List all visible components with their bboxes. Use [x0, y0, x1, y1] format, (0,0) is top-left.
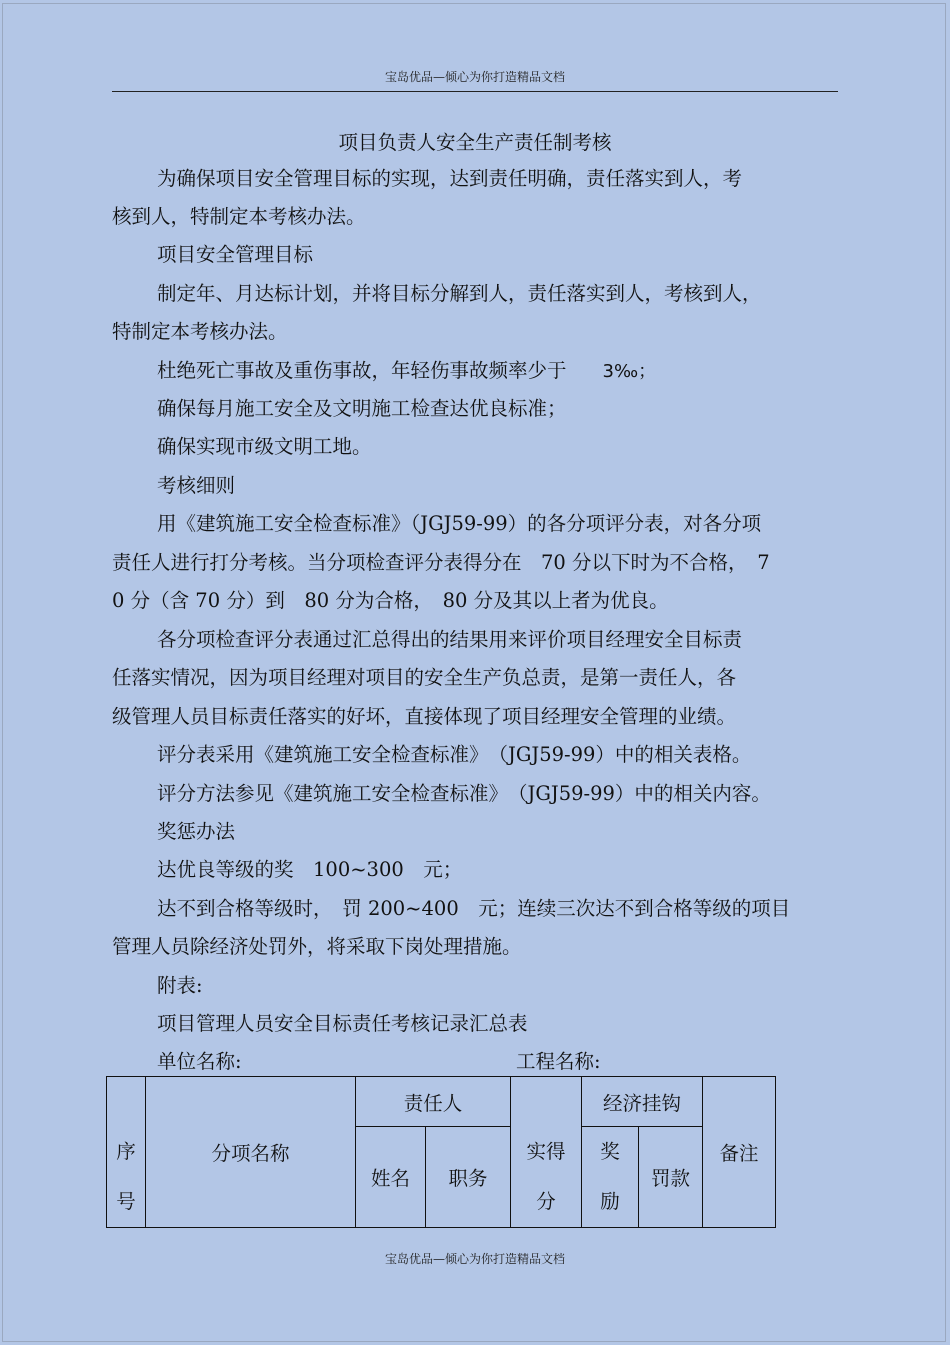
- name-header: 姓名: [356, 1127, 426, 1228]
- reward-header-top: 奖: [600, 1140, 620, 1163]
- score-header-top: 实得: [526, 1140, 566, 1163]
- reward-header: [582, 1127, 639, 1228]
- paragraph-line: 确保实现市级文明工地。: [157, 435, 372, 458]
- remark-header: 备注: [703, 1077, 776, 1228]
- section-heading: 项目安全管理目标: [157, 243, 314, 266]
- table-caption: 项目管理人员安全目标责任考核记录汇总表: [157, 1012, 528, 1035]
- score-header: [511, 1077, 582, 1228]
- section-heading: 考核细则: [157, 474, 236, 497]
- paragraph-line: 评分表采用《建筑施工安全检查标准》 （JGJ59-99）中的相关表格。: [157, 743, 752, 766]
- seq-header-top: 序: [116, 1140, 136, 1163]
- paragraph-line: 各分项检查评分表通过汇总得出的结果用来评价项目经理安全目标责: [157, 628, 743, 651]
- paragraph-line: 用《建筑施工安全检查标准》（JGJ59-99）的各分项评分表，对各分项: [157, 512, 762, 535]
- paragraph-line: 制定年、月达标计划，并将目标分解到人，责任落实到人，考核到人，: [157, 282, 762, 305]
- paragraph-line: 达不到合格等级时， 罚 200~400 元；连续三次达不到合格等级的项目: [157, 897, 791, 920]
- responsible-header: 责任人: [356, 1077, 511, 1127]
- paragraph-line: 任落实情况，因为项目经理对项目的安全生产负总责，是第一责任人，各: [112, 666, 737, 689]
- page-header: 宝岛优品—倾心为你打造精品文档: [384, 70, 565, 84]
- paragraph-line: 特制定本考核办法。: [112, 320, 288, 343]
- reward-header-bottom: 励: [600, 1190, 620, 1213]
- economic-header: 经济挂钩: [582, 1077, 703, 1127]
- paragraph-line: 为确保项目安全管理目标的实现，达到责任明确，责任落实到人，考: [157, 167, 743, 190]
- section-heading: 附表:: [157, 974, 203, 997]
- seq-header-bottom: 号: [116, 1190, 136, 1213]
- header-divider: [112, 91, 838, 92]
- rate-value: 3‰；: [602, 361, 657, 382]
- page-footer: 宝岛优品—倾心为你打造精品文档: [384, 1252, 565, 1266]
- project-name-label: 工程名称:: [516, 1050, 601, 1073]
- paragraph-line: [157, 358, 656, 385]
- seq-header: [107, 1077, 146, 1228]
- paragraph-line: 确保每月施工安全及文明施工检查达优良标准；: [157, 397, 567, 420]
- position-header: 职务: [426, 1127, 511, 1228]
- score-header-bottom: 分: [536, 1190, 556, 1213]
- document-title: 项目负责人安全生产责任制考核: [338, 131, 612, 154]
- paragraph-line: 核到人，特制定本考核办法。: [112, 205, 366, 228]
- paragraph-line: 管理人员除经济处罚外，将采取下岗处理措施。: [112, 935, 522, 958]
- paragraph-line: 责任人进行打分考核。当分项检查评分表得分在 70 分以下时为不合格， 7: [112, 551, 770, 574]
- section-heading: 奖惩办法: [157, 820, 236, 843]
- paragraph-line: 级管理人员目标责任落实的好坏，直接体现了项目经理安全管理的业绩。: [112, 705, 737, 728]
- unit-name-label: 单位名称:: [157, 1050, 242, 1073]
- paragraph-line: 达优良等级的奖 100~300 元；: [157, 858, 463, 881]
- item-name-header: 分项名称: [146, 1077, 356, 1228]
- penalty-header: 罚款: [639, 1127, 703, 1228]
- paragraph-line: 0 分（含 70 分）到 80 分为合格， 80 分及其以上者为优良。: [112, 589, 669, 612]
- paragraph-line: 评分方法参见《建筑施工安全检查标准》 （JGJ59-99）中的相关内容。: [157, 782, 771, 805]
- paragraph-text: 杜绝死亡事故及重伤事故，年轻伤事故频率少于: [157, 359, 567, 382]
- summary-table: [106, 1076, 776, 1228]
